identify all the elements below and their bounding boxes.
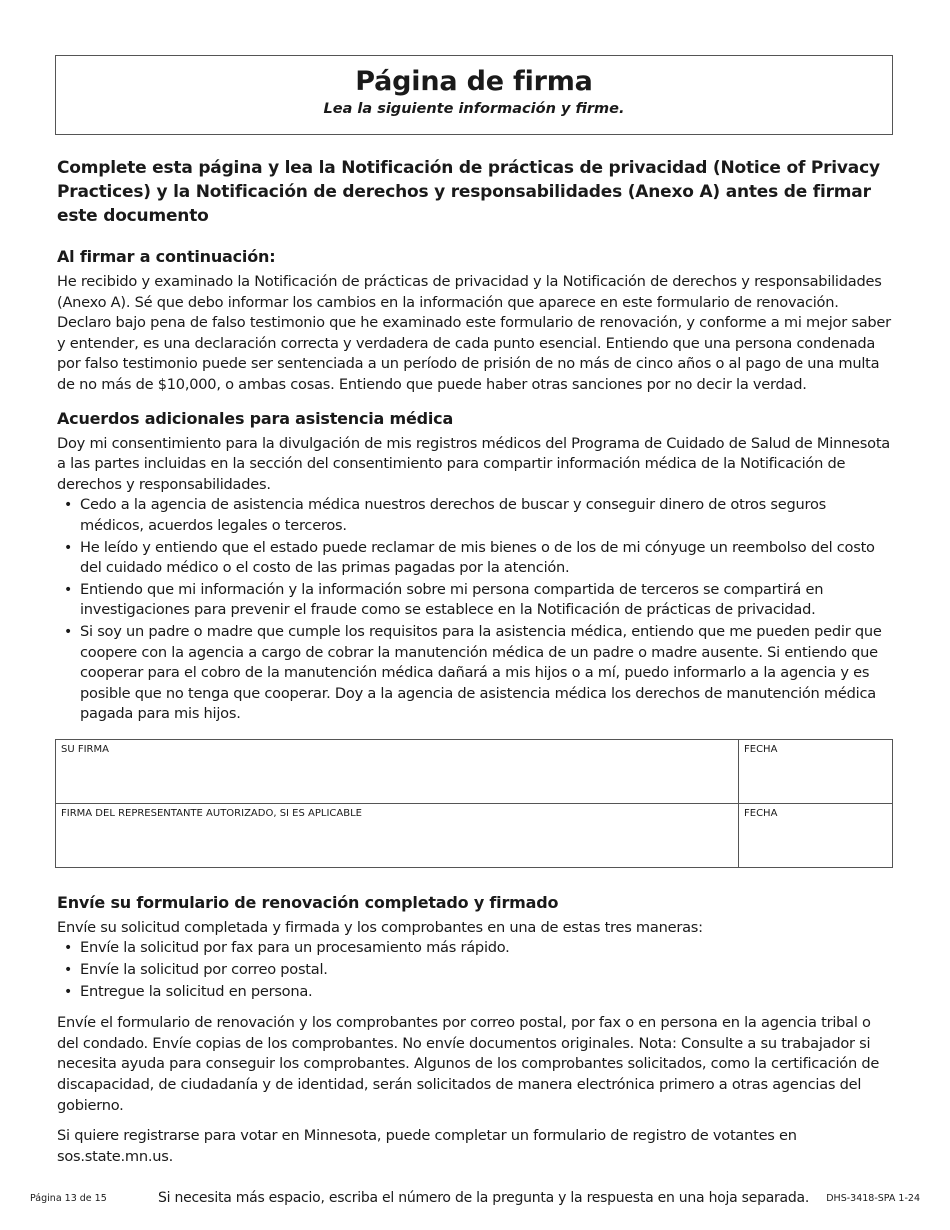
page-footer: [0, 1190, 950, 1210]
send-section-heading: Envíe su formulario de renovación completado y firmado: [57, 892, 559, 912]
signature-date-field[interactable]: FECHA: [739, 739, 893, 803]
signature-field[interactable]: SU FIRMA: [56, 739, 739, 803]
medical-bullet-list: [57, 495, 893, 725]
representative-date-field[interactable]: FECHA: [739, 803, 893, 867]
send-bullet-list: [57, 938, 893, 1002]
list-item: • Cedo a la agencia de asistencia médica nuestros derechos de buscar y conseguir dinero de otros seguros médicos, acuerdos legales o terceros.: [64, 496, 826, 534]
form-id: DHS-3418-SPA 1-24: [826, 1193, 920, 1204]
page-subtitle: Lea la siguiente información y firme.: [323, 101, 625, 117]
medical-section-heading: Acuerdos adicionales para asistencia médica: [57, 408, 454, 428]
title-box: [55, 55, 893, 135]
list-item: • Entiendo que mi información y la información sobre mi persona compartida de terceros se compartirá en investigaciones para prevenir el fraude como se establece en la Notificación de prácticas de privacidad.: [64, 580, 824, 619]
send-paragraph-1: Envíe el formulario de renovación y los comprobantes por correo postal, por fax o en persona en la agencia tribal o del condado. Envíe copias de los comprobantes. No envíe documentos originales. Nota: Consulte a su trabajador si necesita ayuda para conseguir los comprobantes. Algunos de los comprobantes solicitados, como la certificación de discapacidad, de ciudadanía y de identidad, serán solicitados de manera electrónica primero a otras agencias del gobierno.: [57, 1014, 880, 1114]
list-item: • Si soy un padre o madre que cumple los requisitos para la asistencia médica, entiendo que me pueden pedir que coopere con la agencia a cargo de cobrar la manutención médica de un padre o madre ausente. Si entiendo que cooperar para el cobro de la manutención médica dañará a mis hijos o a mí, puedo informarlo a la agencia y es posible que no tenga que cooperar. Doy a la agencia de asistencia médica los derechos de manutención médica pagada para mis hijos.: [64, 622, 882, 723]
signature-table: [55, 739, 893, 868]
list-item: • Envíe la solicitud por fax para un procesamiento más rápido.: [64, 939, 510, 957]
intro-text: Complete esta página y lea la Notificación de prácticas de privacidad (Notice of Privacy Practices) y la Notificación de derechos y responsabilidades (Anexo A) antes de firmar este documento: [57, 158, 880, 226]
list-item: • He leído y entiendo que el estado puede reclamar de mis bienes o de los de mi cónyuge un reembolso del costo del cuidado médico o el costo de las primas pagadas por la atención.: [64, 538, 875, 577]
sign-section-text: He recibido y examinado la Notificación de prácticas de privacidad y la Notificación de derechos y responsabilidades (Anexo A). Sé que debo informar los cambios en la información que aparece en este formulario de renovación. Declaro bajo pena de falso testimonio que he examinado este formulario de renovación, y conforme a mi mejor saber y entender, es una declaración correcta y verdadera de cada punto esencial. Entiendo que una persona condenada por falso testimonio puede ser sentenciada a un período de prisión de no más de cinco años o al pago de una multa de no más de $10,000, o ambas cosas. Entiendo que puede haber otras sanciones por no decir la verdad.: [57, 273, 891, 393]
send-paragraph-2: Si quiere registrarse para votar en Minnesota, puede completar un formulario de registro de votantes en sos.state.mn.us.: [57, 1127, 797, 1165]
send-section-text: Envíe su solicitud completada y firmada y los comprobantes en una de estas tres maneras:: [57, 918, 703, 936]
representative-signature-field[interactable]: FIRMA DEL REPRESENTANTE AUTORIZADO, SI ES APLICABLE: [56, 803, 739, 867]
list-item: • Entregue la solicitud en persona.: [64, 982, 313, 1000]
main-content: [57, 156, 893, 1167]
footer-note: Si necesita más espacio, escriba el número de la pregunta y la respuesta en una hoja separada.: [158, 1190, 810, 1206]
page-number: Página 13 de 15: [30, 1193, 107, 1204]
medical-section-text: Doy mi consentimiento para la divulgación de mis registros médicos del Programa de Cuidado de Salud de Minnesota a las partes incluidas en la sección del consentimiento para compartir información médica de la Notificación de derechos y responsabilidades.: [57, 434, 890, 493]
list-item: • Envíe la solicitud por correo postal.: [64, 961, 328, 979]
sign-section-heading: Al firmar a continuación:: [57, 247, 276, 266]
page-title: Página de firma: [355, 66, 593, 97]
